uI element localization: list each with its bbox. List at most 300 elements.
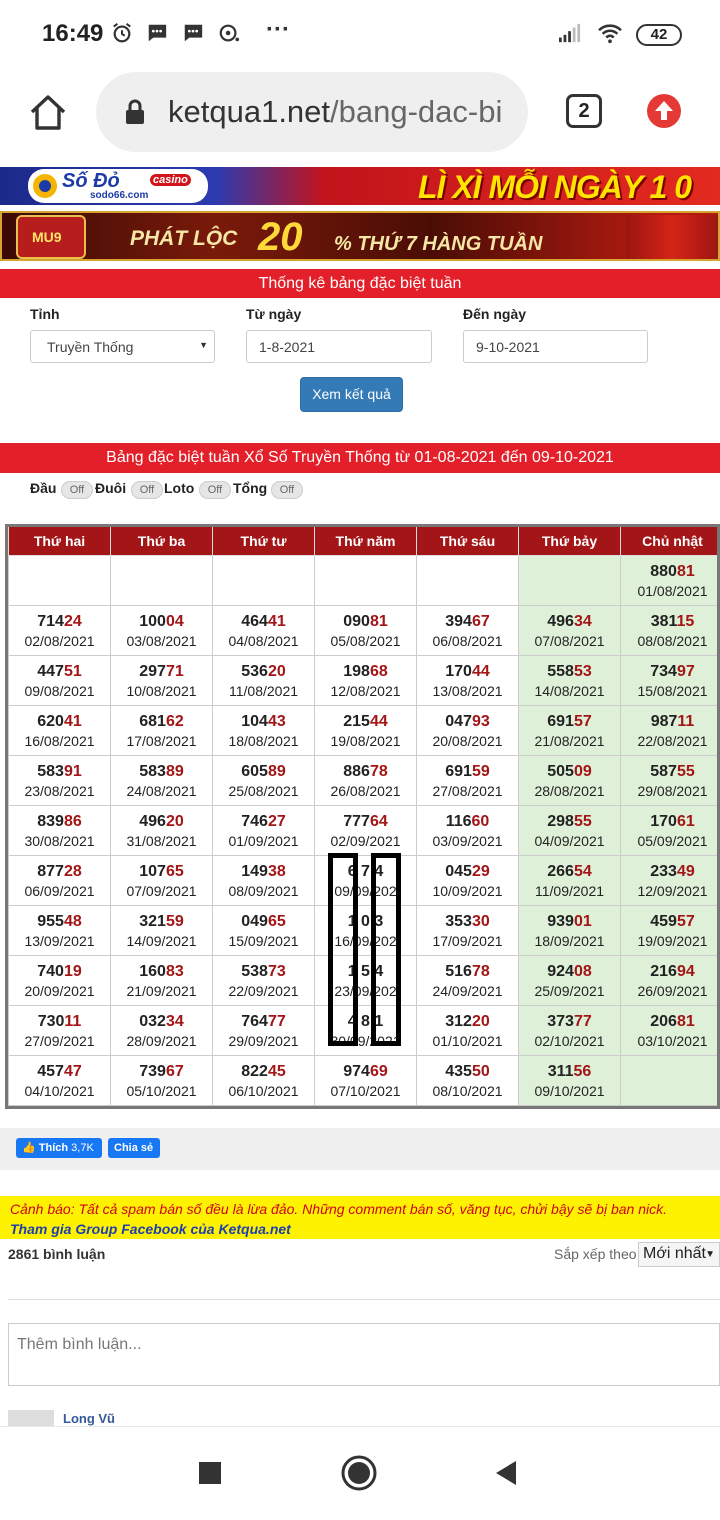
result-date: 25/09/2021	[534, 983, 605, 999]
wifi-icon	[596, 22, 624, 44]
col-header-fri: Thứ sáu	[417, 527, 519, 555]
toggle-loto[interactable]: Off	[199, 481, 231, 499]
annotation-box-right	[371, 853, 401, 1046]
sort-label: Sắp xếp theo	[554, 1246, 637, 1262]
view-results-button[interactable]: Xem kết quả	[300, 377, 403, 412]
to-date-input[interactable]: 9-10-2021	[463, 330, 648, 363]
result-cell	[417, 1055, 519, 1105]
result-number-tail: 81	[676, 1013, 695, 1030]
mu9-logo-text: MU9	[32, 229, 62, 245]
result-date: 12/09/2021	[637, 883, 708, 899]
result-number-head: 107	[139, 863, 166, 880]
sodo-logo	[28, 169, 208, 203]
result-date: 03/10/2021	[637, 1033, 708, 1049]
result-cell	[111, 905, 213, 955]
status-time: 16:49	[42, 20, 104, 47]
result-number-tail: 54	[573, 863, 592, 880]
android-nav-bar	[0, 1426, 720, 1520]
result-cell	[111, 1055, 213, 1105]
result-number-head: 505	[547, 763, 574, 780]
result-cell	[519, 1005, 621, 1055]
result-cell	[519, 555, 621, 605]
result-cell	[315, 755, 417, 805]
divider	[8, 1299, 720, 1300]
result-cell	[519, 655, 621, 705]
result-cell	[417, 855, 519, 905]
result-number-head: 605	[241, 763, 268, 780]
dropdown-arrow-icon: ▼	[199, 340, 208, 350]
url-domain: ketqua1.net	[168, 94, 331, 129]
result-number-tail: 04	[165, 613, 184, 630]
province-select[interactable]	[30, 330, 215, 363]
result-cell	[315, 605, 417, 655]
result-date: 19/09/2021	[637, 933, 708, 949]
warning-banner	[0, 1196, 720, 1239]
table-row	[9, 905, 720, 955]
ad-banner-mu9[interactable]	[0, 211, 720, 261]
table-row	[9, 755, 720, 805]
result-cell	[315, 555, 417, 605]
result-date: 24/09/2021	[432, 983, 503, 999]
result-date: 08/10/2021	[432, 1083, 503, 1099]
result-cell	[9, 805, 111, 855]
result-cell	[519, 705, 621, 755]
avatar[interactable]	[8, 1410, 54, 1426]
more-notifications-icon: ···	[266, 16, 290, 43]
col-header-tue: Thứ ba	[111, 527, 213, 555]
result-date: 28/08/2021	[534, 783, 605, 799]
result-number-tail: 51	[63, 663, 82, 680]
result-cell	[9, 555, 111, 605]
result-date: 16/08/2021	[24, 733, 95, 749]
result-number-head: 215	[343, 713, 370, 730]
result-date: 26/09/2021	[637, 983, 708, 999]
result-number	[621, 812, 720, 832]
result-number-head: 198	[343, 663, 370, 680]
result-cell	[111, 605, 213, 655]
toggle-duoi[interactable]: Off	[131, 481, 163, 499]
result-cell	[213, 955, 315, 1005]
result-number	[315, 762, 416, 782]
toggle-tong[interactable]: Off	[271, 481, 303, 499]
result-number-tail: 68	[369, 663, 388, 680]
result-cell	[213, 555, 315, 605]
result-date: 15/08/2021	[637, 683, 708, 699]
result-number	[417, 662, 518, 682]
table-row	[9, 705, 720, 755]
result-date: 13/08/2021	[432, 683, 503, 699]
result-cell	[519, 805, 621, 855]
home-icon[interactable]	[28, 92, 68, 132]
result-cell	[213, 605, 315, 655]
facebook-group-link[interactable]: Tham gia Group Facebook của Ketqua.net	[10, 1221, 291, 1237]
result-number-tail: 78	[369, 763, 388, 780]
result-date: 09/08/2021	[24, 683, 95, 699]
result-number-head: 955	[37, 913, 64, 930]
result-number-head: 104	[241, 713, 268, 730]
result-number-head: 381	[650, 613, 677, 630]
result-number-head: 298	[547, 813, 574, 830]
result-number-head: 6 7 4	[347, 863, 384, 880]
result-number-tail: 69	[369, 1063, 388, 1080]
result-number	[417, 612, 518, 632]
col-header-mon: Thứ hai	[9, 527, 111, 555]
result-number	[213, 862, 314, 882]
result-number	[111, 662, 212, 682]
result-date: 02/08/2021	[24, 633, 95, 649]
sodo-casino-badge: casino	[150, 174, 191, 186]
result-date: 29/08/2021	[637, 783, 708, 799]
result-number-tail: 61	[676, 813, 695, 830]
result-cell	[417, 905, 519, 955]
sodo-slogan: LÌ XÌ MỖI NGÀY 1 0	[418, 169, 692, 205]
result-number-head: 746	[241, 813, 268, 830]
sync-icon	[217, 22, 241, 44]
result-number-tail: 77	[573, 1013, 592, 1030]
result-date: 19/08/2021	[330, 733, 401, 749]
table-row	[9, 555, 720, 605]
result-cell	[315, 705, 417, 755]
result-number-head: 691	[445, 763, 472, 780]
sodo-logo-icon	[32, 173, 58, 199]
result-number-tail: 91	[63, 763, 82, 780]
alarm-icon	[110, 22, 134, 44]
result-number-tail: 78	[471, 963, 490, 980]
mu9-logo	[16, 215, 86, 259]
form-title: Thống kê bảng đặc biệt tuần	[0, 269, 720, 298]
result-number	[9, 1062, 110, 1082]
result-number-head: 266	[547, 863, 574, 880]
lock-icon	[124, 99, 146, 125]
result-number	[9, 662, 110, 682]
result-date: 08/08/2021	[637, 633, 708, 649]
result-number-head: 496	[547, 613, 574, 630]
result-number-tail: 24	[63, 613, 82, 630]
result-date: 05/10/2021	[126, 1083, 197, 1099]
annotation-box-left	[328, 853, 358, 1046]
result-number-head: 311	[547, 1063, 574, 1080]
result-number-tail: 71	[165, 663, 184, 680]
result-cell	[621, 705, 720, 755]
result-number	[111, 712, 212, 732]
recent-apps-icon[interactable]	[199, 1462, 221, 1484]
result-date: 21/08/2021	[534, 733, 605, 749]
result-number-head: 714	[37, 613, 64, 630]
result-number-tail: 19	[63, 963, 82, 980]
result-number	[111, 612, 212, 632]
result-number-tail: 44	[471, 663, 490, 680]
result-cell	[213, 855, 315, 905]
result-number-head: 032	[139, 1013, 166, 1030]
table-row	[9, 605, 720, 655]
result-number-tail: 86	[63, 813, 82, 830]
result-cell	[9, 755, 111, 805]
result-cell	[621, 905, 720, 955]
result-number-tail: 64	[369, 813, 388, 830]
result-cell	[213, 705, 315, 755]
result-date: 28/09/2021	[126, 1033, 197, 1049]
like-label: Thích	[38, 1142, 69, 1154]
result-number-head: 877	[37, 863, 64, 880]
result-number-head: 149	[241, 863, 268, 880]
result-number-head: 090	[343, 613, 370, 630]
result-number	[111, 912, 212, 932]
warning-label: Cảnh báo:	[10, 1201, 75, 1217]
result-date: 27/09/2021	[24, 1033, 95, 1049]
result-number-tail: 81	[676, 563, 695, 580]
result-number	[519, 912, 620, 932]
dropdown-arrow-icon: ▼	[705, 1249, 715, 1260]
result-number-tail: 08	[573, 963, 592, 980]
result-number	[621, 662, 720, 682]
result-number	[213, 1012, 314, 1032]
comment-author[interactable]: Long Vũ	[63, 1411, 115, 1426]
toggle-dau[interactable]: Off	[61, 481, 93, 499]
result-number-head: 457	[37, 1063, 64, 1080]
comment-count: 2861 bình luận	[8, 1246, 106, 1262]
toggle-label-tong: Tổng	[233, 480, 268, 496]
result-number	[9, 812, 110, 832]
result-number	[519, 1012, 620, 1032]
home-button-icon[interactable]	[341, 1455, 377, 1491]
result-cell	[213, 655, 315, 705]
result-number-head: 538	[241, 963, 268, 980]
result-number-head: 496	[139, 813, 166, 830]
result-date: 03/08/2021	[126, 633, 197, 649]
result-cell	[519, 755, 621, 805]
result-number	[111, 762, 212, 782]
ad-banner-sodo[interactable]	[0, 167, 720, 205]
result-cell	[111, 555, 213, 605]
message-icon	[145, 22, 169, 44]
result-cell	[621, 555, 720, 605]
result-cell	[111, 805, 213, 855]
result-cell	[621, 605, 720, 655]
result-number-head: 536	[241, 663, 268, 680]
result-cell	[9, 705, 111, 755]
result-cell	[621, 855, 720, 905]
from-date-input[interactable]: 1-8-2021	[246, 330, 432, 363]
province-select-value: Truyền Thống	[47, 339, 134, 355]
result-number-head: 587	[650, 763, 677, 780]
result-cell	[621, 1055, 720, 1105]
url-text[interactable]	[168, 94, 518, 130]
result-cell	[417, 805, 519, 855]
battery-indicator: 42	[636, 24, 682, 46]
result-number-head: 924	[547, 963, 574, 980]
result-date: 11/09/2021	[534, 883, 605, 899]
result-number	[111, 1012, 212, 1032]
result-number	[519, 862, 620, 882]
result-number-head: 516	[445, 963, 472, 980]
result-number-head: 373	[547, 1013, 574, 1030]
result-cell	[519, 1055, 621, 1105]
result-number-head: 459	[650, 913, 677, 930]
result-number	[9, 762, 110, 782]
result-cell	[621, 755, 720, 805]
result-date: 06/08/2021	[432, 633, 503, 649]
result-number-head: 583	[37, 763, 64, 780]
col-header-thu: Thứ năm	[315, 527, 417, 555]
result-number-head: 681	[139, 713, 166, 730]
result-date: 04/08/2021	[228, 633, 299, 649]
result-number-tail: 28	[63, 863, 82, 880]
result-number	[315, 712, 416, 732]
result-cell	[111, 1005, 213, 1055]
comment-input[interactable]: Thêm bình luận...	[8, 1323, 720, 1386]
result-date: 13/09/2021	[24, 933, 95, 949]
result-date: 05/09/2021	[637, 833, 708, 849]
result-number	[519, 662, 620, 682]
result-number-head: 160	[139, 963, 166, 980]
result-number	[213, 762, 314, 782]
table-row	[9, 655, 720, 705]
result-number	[417, 862, 518, 882]
back-icon[interactable]	[494, 1460, 518, 1486]
result-number	[213, 912, 314, 932]
result-number-head: 4 8 1	[347, 1013, 384, 1030]
facebook-share-button[interactable]: Chia sẻ	[108, 1138, 160, 1158]
result-number-tail: 55	[676, 763, 695, 780]
result-number-tail: 77	[267, 1013, 286, 1030]
result-number	[111, 1062, 212, 1082]
from-date-label: Từ ngày	[246, 306, 302, 322]
result-cell	[621, 805, 720, 855]
result-number-tail: 38	[267, 863, 286, 880]
result-date: 14/08/2021	[534, 683, 605, 699]
facebook-like-button[interactable]	[16, 1138, 102, 1158]
result-cell	[417, 1005, 519, 1055]
result-date: 03/09/2021	[432, 833, 503, 849]
result-date: 15/09/2021	[228, 933, 299, 949]
result-date: 08/09/2021	[228, 883, 299, 899]
sort-select[interactable]	[638, 1242, 720, 1267]
table-row	[9, 855, 720, 905]
result-cell	[213, 755, 315, 805]
result-date: 30/08/2021	[24, 833, 95, 849]
upload-icon[interactable]	[646, 93, 682, 129]
result-date: 04/09/2021	[534, 833, 605, 849]
result-number	[417, 912, 518, 932]
result-number-head: 974	[343, 1063, 370, 1080]
result-number-head: 987	[650, 713, 678, 730]
result-number-tail: 89	[267, 763, 286, 780]
result-cell	[9, 1005, 111, 1055]
result-number	[519, 612, 620, 632]
result-number	[315, 612, 416, 632]
result-number	[9, 962, 110, 982]
result-number-head: 583	[139, 763, 166, 780]
result-number-head: 435	[445, 1063, 472, 1080]
result-date: 25/08/2021	[228, 783, 299, 799]
result-number-head: 100	[139, 613, 166, 630]
result-number	[9, 912, 110, 932]
result-date: 09/10/2021	[534, 1083, 605, 1099]
result-number-head: 740	[37, 963, 64, 980]
result-cell	[213, 905, 315, 955]
result-number	[621, 912, 720, 932]
result-date: 07/10/2021	[330, 1083, 401, 1099]
result-cell	[9, 905, 111, 955]
result-cell	[9, 1055, 111, 1105]
result-number	[315, 662, 416, 682]
result-date: 14/09/2021	[126, 933, 197, 949]
result-number-head: 170	[650, 813, 677, 830]
result-number-tail: 15	[676, 613, 695, 630]
result-number-tail: 89	[165, 763, 184, 780]
tab-switcher-button[interactable]: 2	[566, 94, 602, 128]
sodo-site: sodo66.com	[90, 190, 149, 201]
toggle-label-dau: Đầu	[30, 480, 57, 496]
result-number-tail: 67	[471, 613, 490, 630]
result-number-head: 047	[445, 713, 472, 730]
result-number	[213, 1062, 314, 1082]
result-date: 02/10/2021	[534, 1033, 605, 1049]
results-title: Bảng đặc biệt tuần Xổ Số Truyền Thống từ 01-08-2021 đến 09-10-2021	[0, 443, 720, 473]
result-date: 06/09/2021	[24, 883, 95, 899]
result-cell	[111, 855, 213, 905]
sort-select-value: Mới nhất	[643, 1245, 706, 1262]
result-number	[621, 862, 720, 882]
result-date: 23/08/2021	[24, 783, 95, 799]
result-date: 09/09/202	[334, 883, 397, 899]
result-date: 11/08/2021	[228, 683, 299, 699]
result-number-tail: 59	[165, 913, 184, 930]
result-number-tail: 09	[573, 763, 592, 780]
result-cell	[519, 855, 621, 905]
message-icon-2	[181, 22, 205, 44]
result-number-head: 297	[139, 663, 166, 680]
result-date: 05/08/2021	[330, 633, 401, 649]
result-date: 17/08/2021	[126, 733, 197, 749]
signal-icon	[558, 22, 582, 44]
result-number	[621, 712, 720, 732]
result-number-tail: 45	[267, 1063, 286, 1080]
result-number-head: 353	[445, 913, 472, 930]
result-cell	[9, 605, 111, 655]
result-cell	[417, 955, 519, 1005]
result-cell	[519, 605, 621, 655]
result-number-tail: 41	[267, 613, 286, 630]
result-cell	[9, 655, 111, 705]
result-number-tail: 11	[64, 1013, 82, 1030]
result-date: 16/09/202	[334, 933, 397, 949]
result-number	[111, 862, 212, 882]
result-number	[621, 562, 720, 582]
result-number-head: 739	[139, 1063, 166, 1080]
result-number-tail: 94	[676, 963, 695, 980]
result-number	[417, 1012, 518, 1032]
result-number-head: 312	[445, 1013, 472, 1030]
result-number	[417, 762, 518, 782]
result-number-head: 394	[445, 613, 472, 630]
result-number-tail: 83	[165, 963, 184, 980]
col-header-sat: Thứ bảy	[519, 527, 621, 555]
result-date: 29/09/2021	[228, 1033, 299, 1049]
result-number	[519, 1062, 620, 1082]
result-number-tail: 34	[573, 613, 592, 630]
sodo-logo-text: Số Đỏ	[62, 170, 120, 192]
result-number-tail: 20	[471, 1013, 490, 1030]
result-date: 01/08/2021	[637, 583, 708, 599]
result-number	[519, 812, 620, 832]
province-label: Tỉnh	[30, 306, 60, 322]
result-date: 02/09/2021	[330, 833, 401, 849]
result-number	[9, 862, 110, 882]
toggle-label-loto: Loto	[164, 480, 195, 496]
to-date-label: Đến ngày	[463, 306, 527, 322]
result-number-head: 558	[547, 663, 574, 680]
